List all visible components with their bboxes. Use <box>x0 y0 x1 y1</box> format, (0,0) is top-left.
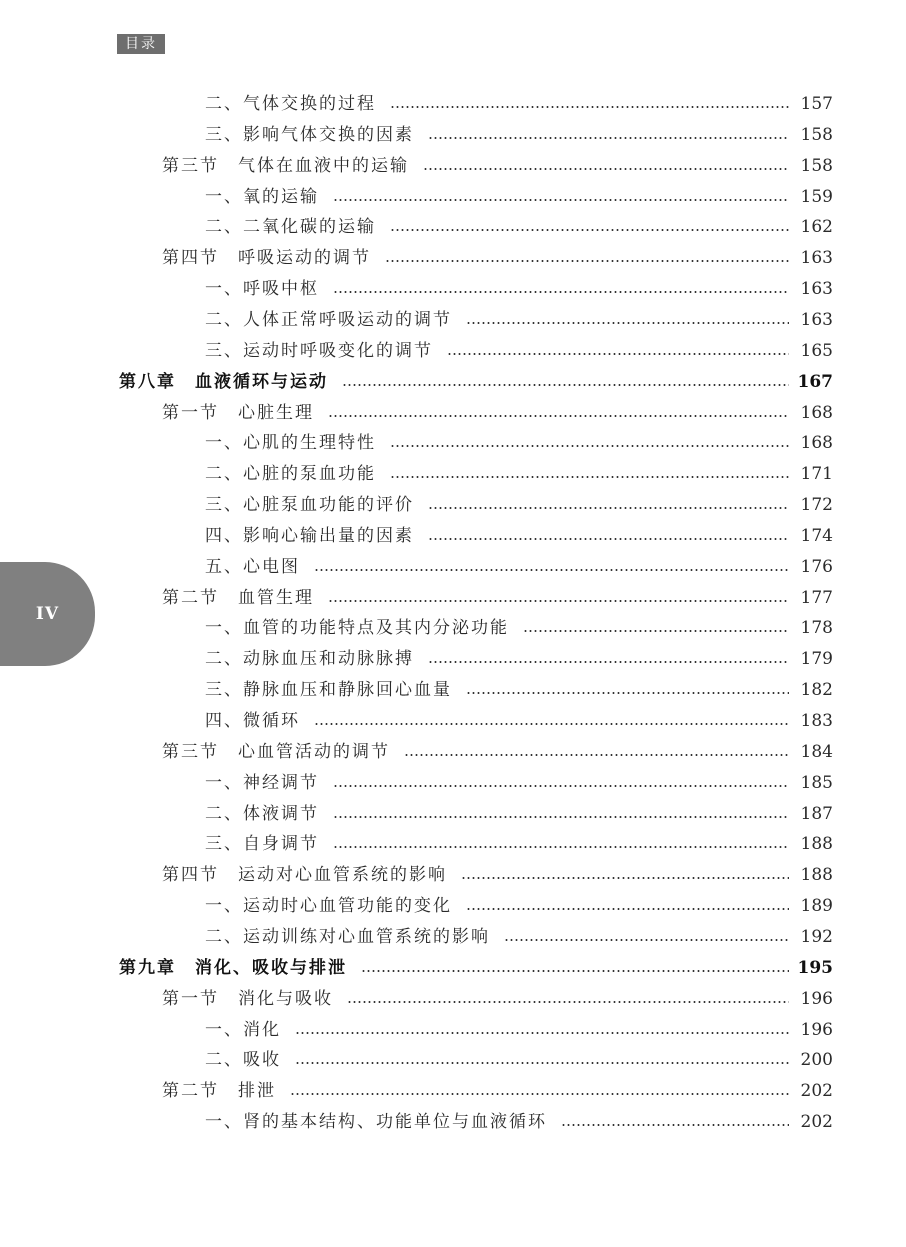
toc-entry-page-number: 163 <box>800 309 833 330</box>
toc-entry-page-number: 158 <box>800 124 833 145</box>
toc-entry-item[interactable] <box>205 706 833 736</box>
toc-dot-leader <box>447 353 789 355</box>
toc-entry-section[interactable] <box>162 984 833 1014</box>
toc-entry-title: 第四节 运动对心血管系统的影响 <box>162 865 447 886</box>
toc-dot-leader <box>404 754 789 756</box>
toc-entry-section[interactable] <box>162 243 833 273</box>
toc-entry-title: 四、影响心输出量的因素 <box>205 525 414 546</box>
toc-entry-title: 第八章 血液循环与运动 <box>119 371 328 392</box>
toc-entry-title: 一、氧的运输 <box>205 186 319 207</box>
toc-entry-page-number: 167 <box>797 371 833 392</box>
toc-dot-leader <box>561 1124 789 1126</box>
toc-entry-section[interactable] <box>162 398 833 428</box>
toc-entry-title: 第二节 血管生理 <box>162 587 314 608</box>
toc-entry-page-number: 177 <box>800 587 833 608</box>
toc-entry-page-number: 187 <box>800 803 833 824</box>
toc-entry-page-number: 202 <box>800 1112 833 1133</box>
toc-entry-title: 二、气体交换的过程 <box>205 94 376 114</box>
toc-entry-item[interactable] <box>205 768 833 798</box>
toc-entry-title: 二、体液调节 <box>205 803 319 824</box>
toc-entry-page-number: 195 <box>797 957 833 978</box>
toc-entry-page-number: 159 <box>800 186 833 207</box>
toc-entry-section[interactable] <box>162 737 833 767</box>
toc-entry-title: 五、心电图 <box>205 556 300 577</box>
toc-entry-item[interactable] <box>205 799 833 829</box>
toc-entry-title: 第一节 心脏生理 <box>162 402 314 423</box>
toc-dot-leader <box>333 291 789 293</box>
toc-entry-page-number: 178 <box>800 618 833 639</box>
toc-entry-page-number: 157 <box>800 94 833 114</box>
toc-entry-title: 一、心肌的生理特性 <box>205 433 376 454</box>
toc-entry-item[interactable] <box>205 459 833 489</box>
toc-entry-item[interactable] <box>205 1045 833 1075</box>
toc-entry-page-number: 158 <box>800 155 833 176</box>
toc-dot-leader <box>328 415 789 417</box>
toc-dot-leader <box>333 785 789 787</box>
toc-entry-chapter[interactable] <box>119 953 833 983</box>
toc-entry-page-number: 196 <box>800 1019 833 1040</box>
toc-entry-item[interactable] <box>205 1107 833 1137</box>
toc-entry-title: 二、运动训练对心血管系统的影响 <box>205 926 490 947</box>
toc-entry-section[interactable] <box>162 1076 833 1106</box>
toc-entry-page-number: 163 <box>800 248 833 269</box>
toc-entry-item[interactable] <box>205 274 833 304</box>
toc-dot-leader <box>390 229 789 231</box>
toc-dot-leader <box>390 445 789 447</box>
toc-entry-page-number: 196 <box>800 988 833 1009</box>
toc-entry-item[interactable] <box>205 212 833 242</box>
toc-entry-page-number: 192 <box>800 926 833 947</box>
toc-dot-leader <box>423 168 789 170</box>
toc-entry-item[interactable] <box>205 1015 833 1045</box>
toc-entry-title: 一、神经调节 <box>205 772 319 793</box>
toc-dot-leader <box>328 600 789 602</box>
toc-entry-title: 三、自身调节 <box>205 834 319 855</box>
toc-entry-page-number: 163 <box>800 279 833 300</box>
toc-entry-item[interactable] <box>205 552 833 582</box>
toc-entry-title: 第四节 呼吸运动的调节 <box>162 248 371 269</box>
toc-entry-page-number: 172 <box>800 495 833 516</box>
toc-entry-title: 二、动脉血压和动脉脉搏 <box>205 649 414 670</box>
toc-entry-page-number: 189 <box>800 896 833 917</box>
toc-entry-title: 第一节 消化与吸收 <box>162 988 333 1009</box>
toc-entry-title: 一、呼吸中枢 <box>205 279 319 300</box>
toc-entry-item[interactable] <box>205 490 833 520</box>
toc-entry-item[interactable] <box>205 428 833 458</box>
toc-entry-title: 三、影响气体交换的因素 <box>205 124 414 145</box>
toc-entry-page-number: 183 <box>800 711 833 731</box>
toc-entry-item[interactable] <box>205 613 833 643</box>
toc-entry-item[interactable] <box>205 120 833 150</box>
toc-entry-page-number: 179 <box>800 649 833 670</box>
toc-entry-page-number: 176 <box>800 556 833 577</box>
toc-dot-leader <box>428 137 789 139</box>
toc-entry-title: 一、运动时心血管功能的变化 <box>205 896 452 917</box>
toc-dot-leader <box>390 106 789 108</box>
toc-dot-leader <box>295 1032 789 1034</box>
toc-entry-title: 二、人体正常呼吸运动的调节 <box>205 309 452 330</box>
toc-entry-page-number: 168 <box>800 433 833 454</box>
toc-entry-page-number: 188 <box>800 834 833 855</box>
toc-header-tab: 目录 <box>117 34 165 54</box>
toc-dot-leader <box>461 877 789 879</box>
toc-dot-leader <box>504 939 789 941</box>
toc-entry-page-number: 182 <box>800 680 833 701</box>
toc-entry-title: 第九章 消化、吸收与排泄 <box>119 957 347 978</box>
page-number-tab <box>0 562 95 666</box>
toc-entry-title: 三、静脉血压和静脉回心血量 <box>205 680 452 701</box>
toc-entry-title: 一、肾的基本结构、功能单位与血液循环 <box>205 1112 547 1133</box>
toc-entry-title: 第二节 排泄 <box>162 1081 276 1102</box>
toc-dot-leader <box>361 970 789 972</box>
toc-entry-section[interactable] <box>162 583 833 613</box>
toc-entry-chapter[interactable] <box>119 367 833 397</box>
toc-entry-page-number: 185 <box>800 772 833 793</box>
toc-entry-title: 四、微循环 <box>205 711 300 731</box>
toc-dot-leader <box>342 384 789 386</box>
toc-dot-leader <box>428 661 789 663</box>
toc-entry-title: 一、血管的功能特点及其内分泌功能 <box>205 618 509 639</box>
toc-entry-page-number: 188 <box>800 865 833 886</box>
toc-entry-title: 第三节 气体在血液中的运输 <box>162 155 409 176</box>
toc-entry-section[interactable] <box>162 151 833 181</box>
toc-entry-title: 三、运动时呼吸变化的调节 <box>205 340 433 361</box>
page-number-label: IV <box>35 604 60 624</box>
toc-dot-leader <box>314 723 789 725</box>
toc-dot-leader <box>347 1001 789 1003</box>
toc-entry-page-number: 200 <box>800 1050 833 1071</box>
toc-dot-leader <box>466 908 789 910</box>
toc-entry-page-number: 184 <box>800 741 833 762</box>
toc-entry-item[interactable] <box>205 305 833 335</box>
toc-dot-leader <box>295 1062 789 1064</box>
toc-entry-title: 二、二氧化碳的运输 <box>205 217 376 238</box>
toc-entry-item[interactable] <box>205 89 833 119</box>
toc-entry-item[interactable] <box>205 922 833 952</box>
toc-entry-title: 一、消化 <box>205 1019 281 1040</box>
toc-entry-page-number: 174 <box>800 525 833 546</box>
toc-dot-leader <box>333 846 789 848</box>
toc-entry-item[interactable] <box>205 675 833 705</box>
toc-entry-page-number: 162 <box>800 217 833 238</box>
toc-dot-leader <box>428 507 789 509</box>
toc-entry-item[interactable] <box>205 829 833 859</box>
toc-entry-item[interactable] <box>205 644 833 674</box>
toc-entry-title: 二、吸收 <box>205 1050 281 1071</box>
toc-entry-page-number: 168 <box>800 402 833 423</box>
toc-dot-leader <box>523 630 789 632</box>
toc-dot-leader <box>390 476 789 478</box>
toc-entry-item[interactable] <box>205 336 833 366</box>
toc-entry-item[interactable] <box>205 521 833 551</box>
toc-entry-item[interactable] <box>205 891 833 921</box>
toc-dot-leader <box>466 322 789 324</box>
toc-dot-leader <box>428 538 789 540</box>
toc-entry-section[interactable] <box>162 860 833 890</box>
toc-dot-leader <box>333 199 789 201</box>
toc-dot-leader <box>466 692 789 694</box>
toc-entry-page-number: 171 <box>800 464 833 485</box>
toc-entry-page-number: 202 <box>800 1081 833 1102</box>
toc-dot-leader <box>385 260 789 262</box>
toc-entry-item[interactable] <box>205 182 833 212</box>
toc-entry-title: 三、心脏泵血功能的评价 <box>205 495 414 516</box>
toc-dot-leader <box>290 1093 789 1095</box>
toc-entry-page-number: 165 <box>800 340 833 361</box>
toc-dot-leader <box>314 569 789 571</box>
toc-dot-leader <box>333 816 789 818</box>
toc-entry-title: 二、心脏的泵血功能 <box>205 464 376 485</box>
toc-entry-title: 第三节 心血管活动的调节 <box>162 741 390 762</box>
